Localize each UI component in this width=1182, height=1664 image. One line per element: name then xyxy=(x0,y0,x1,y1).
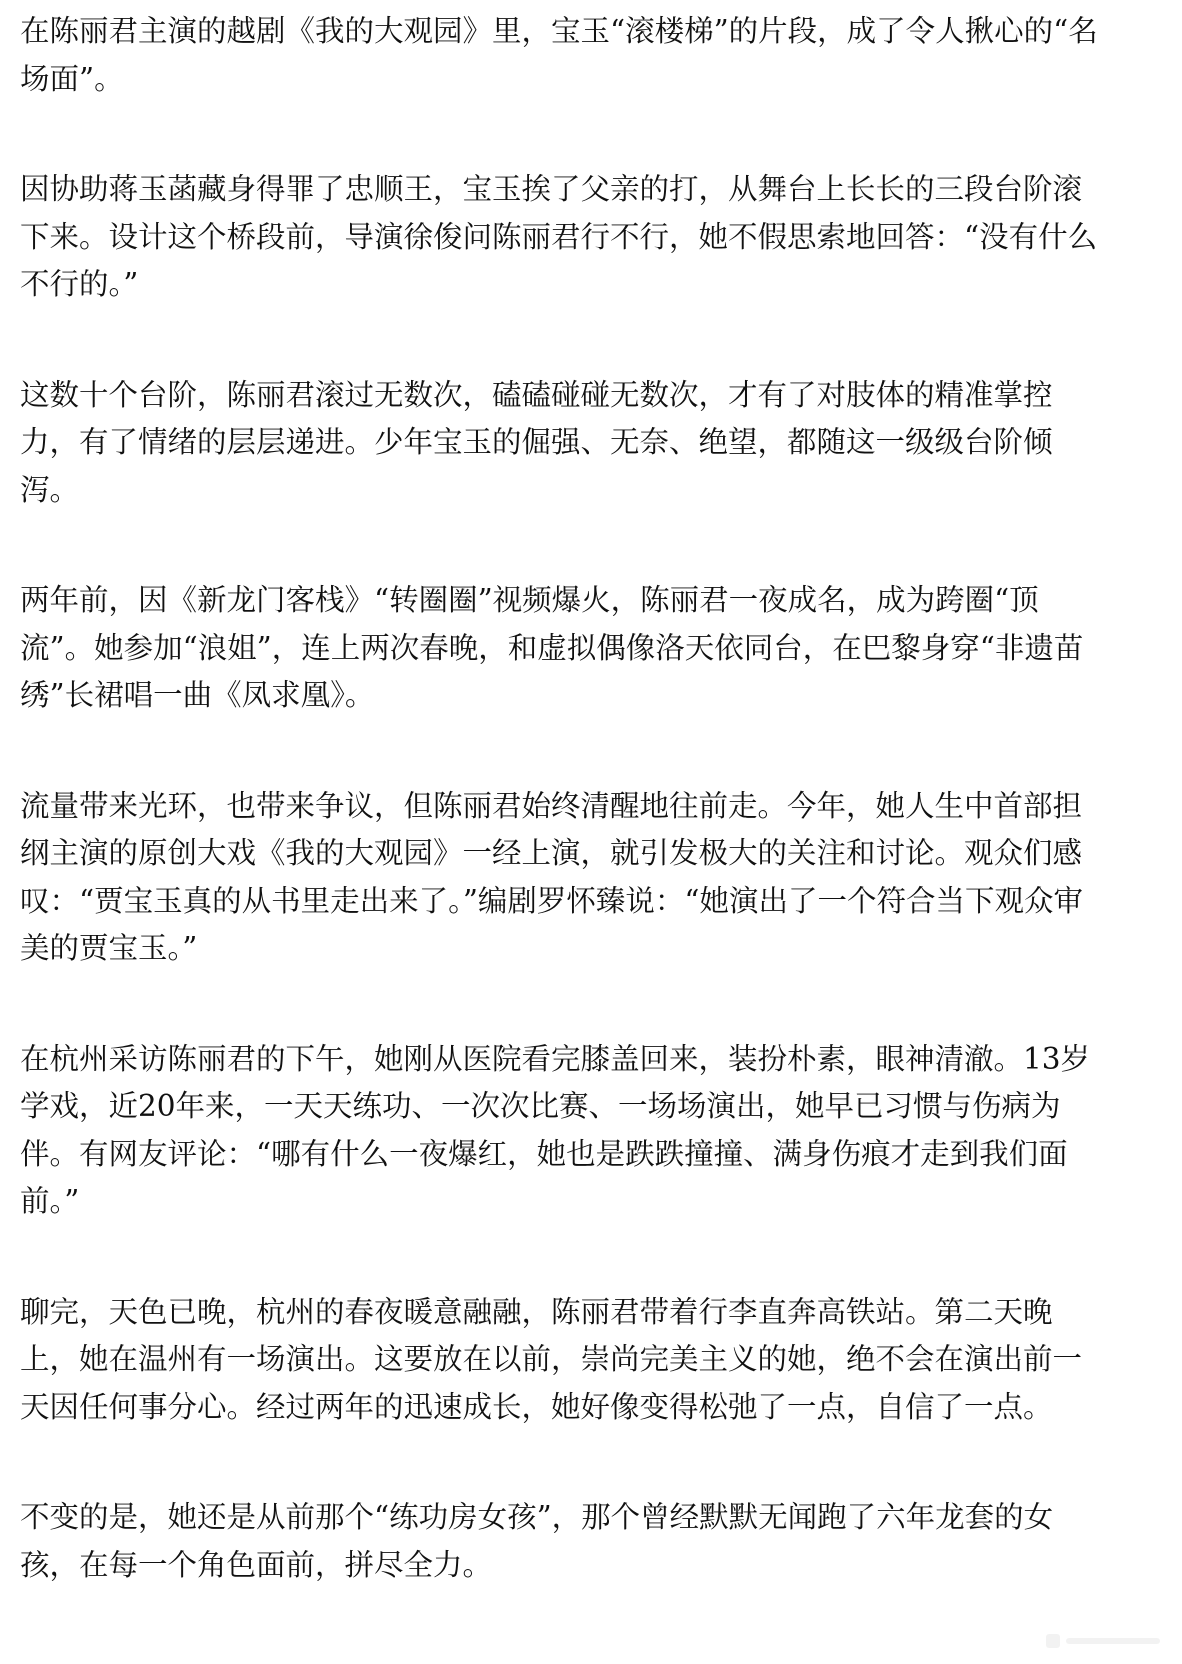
article-paragraph: 这数十个台阶，陈丽君滚过无数次，磕磕碰碰无数次，才有了对肢体的精准掌控力，有了情绪的层层递进。少年宝玉的倔强、无奈、绝望，都随这一级级台阶倾泻。 xyxy=(20,377,1053,507)
article-paragraph: 不变的是，她还是从前那个“练功房女孩”，那个曾经默默无闻跑了六年龙套的女孩，在每一个角色面前，拼尽全力。 xyxy=(20,1500,1054,1582)
article-paragraph: 流量带来光环，也带来争议，但陈丽君始终清醒地往前走。今年，她人生中首部担纲主演的原创大戏《我的大观园》一经上演，就引发极大的关注和讨论。观众们感叹：“贾宝玉真的从书里走出来了。”编剧罗怀臻说：“她演出了一个符合当下观众审美的贾宝玉。” xyxy=(20,788,1083,965)
article-body xyxy=(20,0,1110,1589)
article-paragraph: 在杭州采访陈丽君的下午，她刚从医院看完膝盖回来，装扮朴素，眼神清澈。13岁学戏，近20年来，一天天练功、一次次比赛、一场场演出，她早已习惯与伤病为伴。有网友评论：“哪有什么一夜爆红，她也是跌跌撞撞、满身伤痕才走到我们面前。” xyxy=(20,1041,1091,1218)
article-paragraph: 在陈丽君主演的越剧《我的大观园》里，宝玉“滚楼梯”的片段，成了令人揪心的“名场面”。 xyxy=(20,14,1098,96)
watermark-icon xyxy=(1044,1630,1164,1652)
article-paragraph: 因协助蒋玉菡藏身得罪了忠顺王，宝玉挨了父亲的打，从舞台上长长的三段台阶滚下来。设计这个桥段前，导演徐俊问陈丽君行不行，她不假思索地回答：“没有什么不行的。” xyxy=(20,172,1098,301)
article-paragraph: 聊完，天色已晚，杭州的春夜暖意融融，陈丽君带着行李直奔高铁站。第二天晚上，她在温州有一场演出。这要放在以前，崇尚完美主义的她，绝不会在演出前一天因任何事分心。经过两年的迅速成长，她好像变得松弛了一点，自信了一点。 xyxy=(20,1294,1083,1424)
article-paragraph: 两年前，因《新龙门客栈》“转圈圈”视频爆火，陈丽君一夜成名，成为跨圈“顶流”。她参加“浪姐”，连上两次春晚，和虚拟偶像洛天依同台，在巴黎身穿“非遗苗绣”长裙唱一曲《凤求凰》。 xyxy=(20,583,1084,712)
